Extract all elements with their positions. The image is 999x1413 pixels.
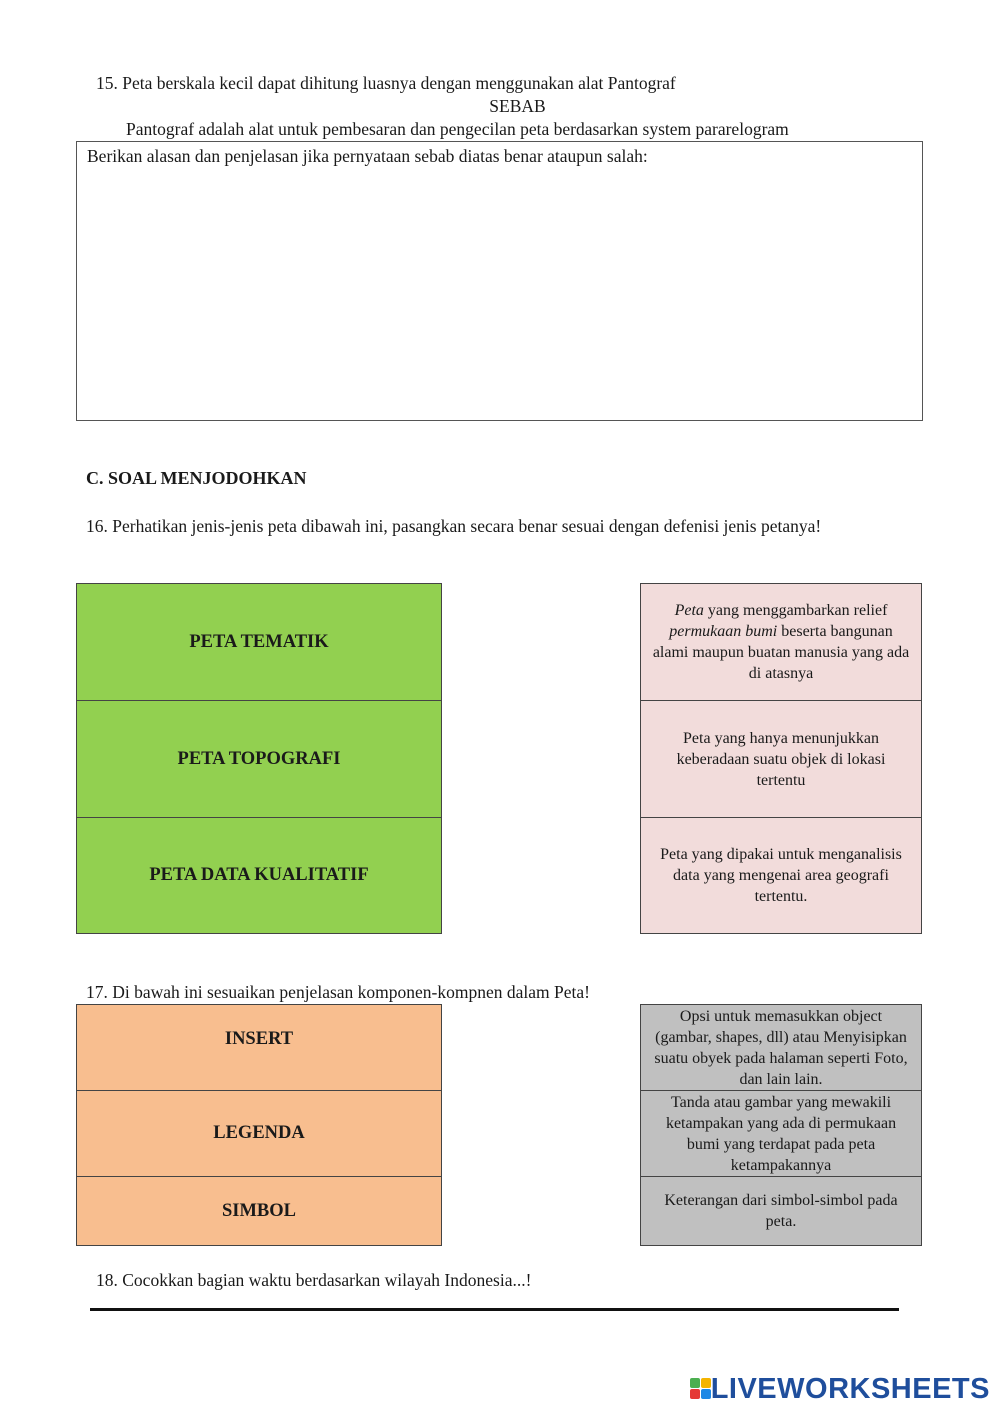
q16-definitions-column: [640, 583, 922, 933]
divider-line: [90, 1308, 899, 1311]
match-definition-1[interactable]: [640, 583, 922, 701]
match-definition-2[interactable]: Peta yang hanya menunjukkan keberadaan suatu objek di lokasi tertentu: [640, 700, 922, 818]
logo-mark-icon: [690, 1378, 709, 1400]
match-term-peta-topografi[interactable]: PETA TOPOGRAFI: [76, 700, 442, 818]
answer-prompt: Berikan alasan dan penjelasan jika pernyataan sebab diatas benar ataupun salah:: [87, 146, 648, 166]
answer-textarea-15[interactable]: [85, 172, 914, 414]
component-definition-3[interactable]: Keterangan dari simbol-simbol pada peta.: [640, 1176, 922, 1246]
question-18-text: 18. Cocokkan bagian waktu berdasarkan wilayah Indonesia...!: [96, 1270, 532, 1290]
question-16-text: 16. Perhatikan jenis-jenis peta dibawah ini, pasangkan secara benar sesuai dengan defenisi jenis petanya!: [86, 516, 822, 536]
match-term-peta-data-kualitatif[interactable]: PETA DATA KUALITATIF: [76, 817, 442, 934]
match-term-insert[interactable]: INSERT: [76, 1004, 442, 1091]
question-15-statement: Pantograf adalah alat untuk pembesaran dan pengecilan peta berdasarkan system pararelogram: [126, 119, 789, 139]
component-definition-2[interactable]: Tanda atau gambar yang mewakili ketampakan yang ada di permukaan bumi yang terdapat pada peta ketampakannya: [640, 1090, 922, 1177]
logo-wordmark: LIVEWORKSHEETS: [710, 1372, 990, 1405]
match-definition-3[interactable]: Peta yang dipakai untuk menganalisis data yang mengenai area geografi tertentu.: [640, 817, 922, 934]
sebab-connector: SEBAB: [489, 96, 546, 116]
q17-terms-column: [76, 1004, 442, 1246]
question-15-text: 15. Peta berskala kecil dapat dihitung luasnya dengan menggunakan alat Pantograf: [96, 73, 676, 93]
match-term-simbol[interactable]: SIMBOL: [76, 1176, 442, 1246]
definition-1-text: Peta yang menggambarkan relief permukaan bumi beserta bangunan alami maupun buatan manusia yang ada di atasnya: [652, 602, 910, 682]
component-definition-1[interactable]: Opsi untuk memasukkan object (gambar, shapes, dll) atau Menyisipkan suatu obyek pada halaman seperti Foto, dan lain lain.: [640, 1004, 922, 1091]
match-term-peta-tematik[interactable]: PETA TEMATIK: [76, 583, 442, 701]
answer-box-15[interactable]: [76, 141, 923, 421]
q16-terms-column: [76, 583, 442, 933]
liveworksheets-logo: [690, 1372, 990, 1406]
question-17-text: 17. Di bawah ini sesuaikan penjelasan komponen-kompnen dalam Peta!: [86, 982, 590, 1002]
q17-definitions-column: [640, 1004, 922, 1246]
section-title: C. SOAL MENJODOHKAN: [86, 468, 307, 488]
match-term-legenda[interactable]: LEGENDA: [76, 1090, 442, 1177]
